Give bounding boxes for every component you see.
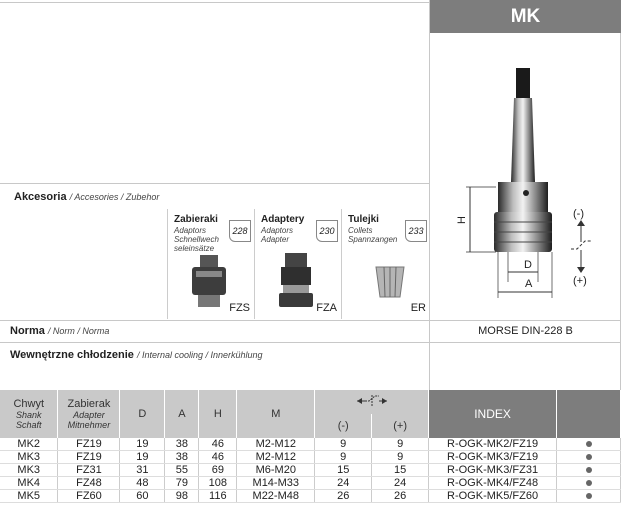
float-plus-label: (+) <box>573 275 587 287</box>
divider <box>0 183 430 184</box>
dot-icon <box>557 464 621 477</box>
table-row: MK5 FZ60 60 98 116 M22-M48 26 26 R-OGK-MK5/FZ60 <box>0 490 621 503</box>
accessory-card-er[interactable] <box>341 209 430 319</box>
accessory-subtitle: Collets Spannzangen <box>348 226 398 244</box>
accessory-card-fza[interactable] <box>254 209 341 319</box>
dot-icon <box>557 451 621 464</box>
table-row: MK2 FZ19 19 38 46 M2-M12 9 9 R-OGK-MK2/FZ19 <box>0 438 621 451</box>
header-zabierak: Zabierak Adapter Mitnehmer <box>58 390 120 438</box>
norma-value: MORSE DIN-228 B <box>478 325 573 337</box>
dimension-a-label: A <box>525 278 533 290</box>
dot-icon <box>557 438 621 451</box>
accessory-title: Adaptery <box>261 214 305 225</box>
header-h: H <box>199 390 237 438</box>
float-minus-label: (-) <box>573 208 584 220</box>
header-a: A <box>165 390 199 438</box>
header-index: INDEX <box>429 390 557 438</box>
dot-icon <box>557 490 621 503</box>
page-reference: 233 <box>405 220 427 242</box>
collet-photo <box>370 263 410 301</box>
header-minus: (-) <box>315 414 372 438</box>
accessory-title: Zabieraki <box>174 214 218 225</box>
page-reference: 230 <box>316 220 338 242</box>
accessory-subtitle: Adaptors Schnellwech seleinsätze <box>174 226 219 253</box>
table-row: MK4 FZ48 48 79 108 M14-M33 24 24 R-OGK-MK4/FZ48 <box>0 477 621 490</box>
norma-heading: Norma / Norm / Norma <box>10 325 110 337</box>
adapter-photo <box>273 253 319 309</box>
header-d: D <box>120 390 165 438</box>
accessory-code: FZA <box>316 302 337 314</box>
table-row: MK3 FZ31 31 55 69 M6-M20 15 15 R-OGK-MK3/FZ31 <box>0 464 621 477</box>
header-m: M <box>237 390 315 438</box>
page-reference: 228 <box>229 220 251 242</box>
header-float-icon <box>315 390 429 414</box>
dot-icon <box>557 477 621 490</box>
dimension-h-label: H <box>455 216 468 224</box>
accessory-subtitle: Adaptors Adapter <box>261 226 294 244</box>
header-index-extra <box>557 390 621 438</box>
divider <box>0 2 430 3</box>
spec-table <box>0 390 621 503</box>
accessory-code: ER <box>410 302 426 314</box>
divider <box>0 342 621 343</box>
divider <box>0 320 621 321</box>
cooling-heading: Wewnętrzne chłodzenie / Internal cooling / Innerkühlung <box>10 349 263 361</box>
table-row: MK3 FZ19 19 38 46 M2-M12 9 9 R-OGK-MK3/FZ19 <box>0 451 621 464</box>
accessory-code: FZS <box>229 302 250 314</box>
accessory-card-fzs[interactable] <box>167 209 254 319</box>
product-title: MK <box>430 0 621 33</box>
header-plus: (+) <box>372 414 429 438</box>
accessory-title: Tulejki <box>348 214 379 225</box>
dimension-d-label: D <box>524 259 532 271</box>
accessories-heading: Akcesoria / Accesories / Zubehor <box>14 191 160 203</box>
header-chwyt: Chwyt Shank Schaft <box>0 390 58 438</box>
adaptor-photo <box>186 253 232 309</box>
